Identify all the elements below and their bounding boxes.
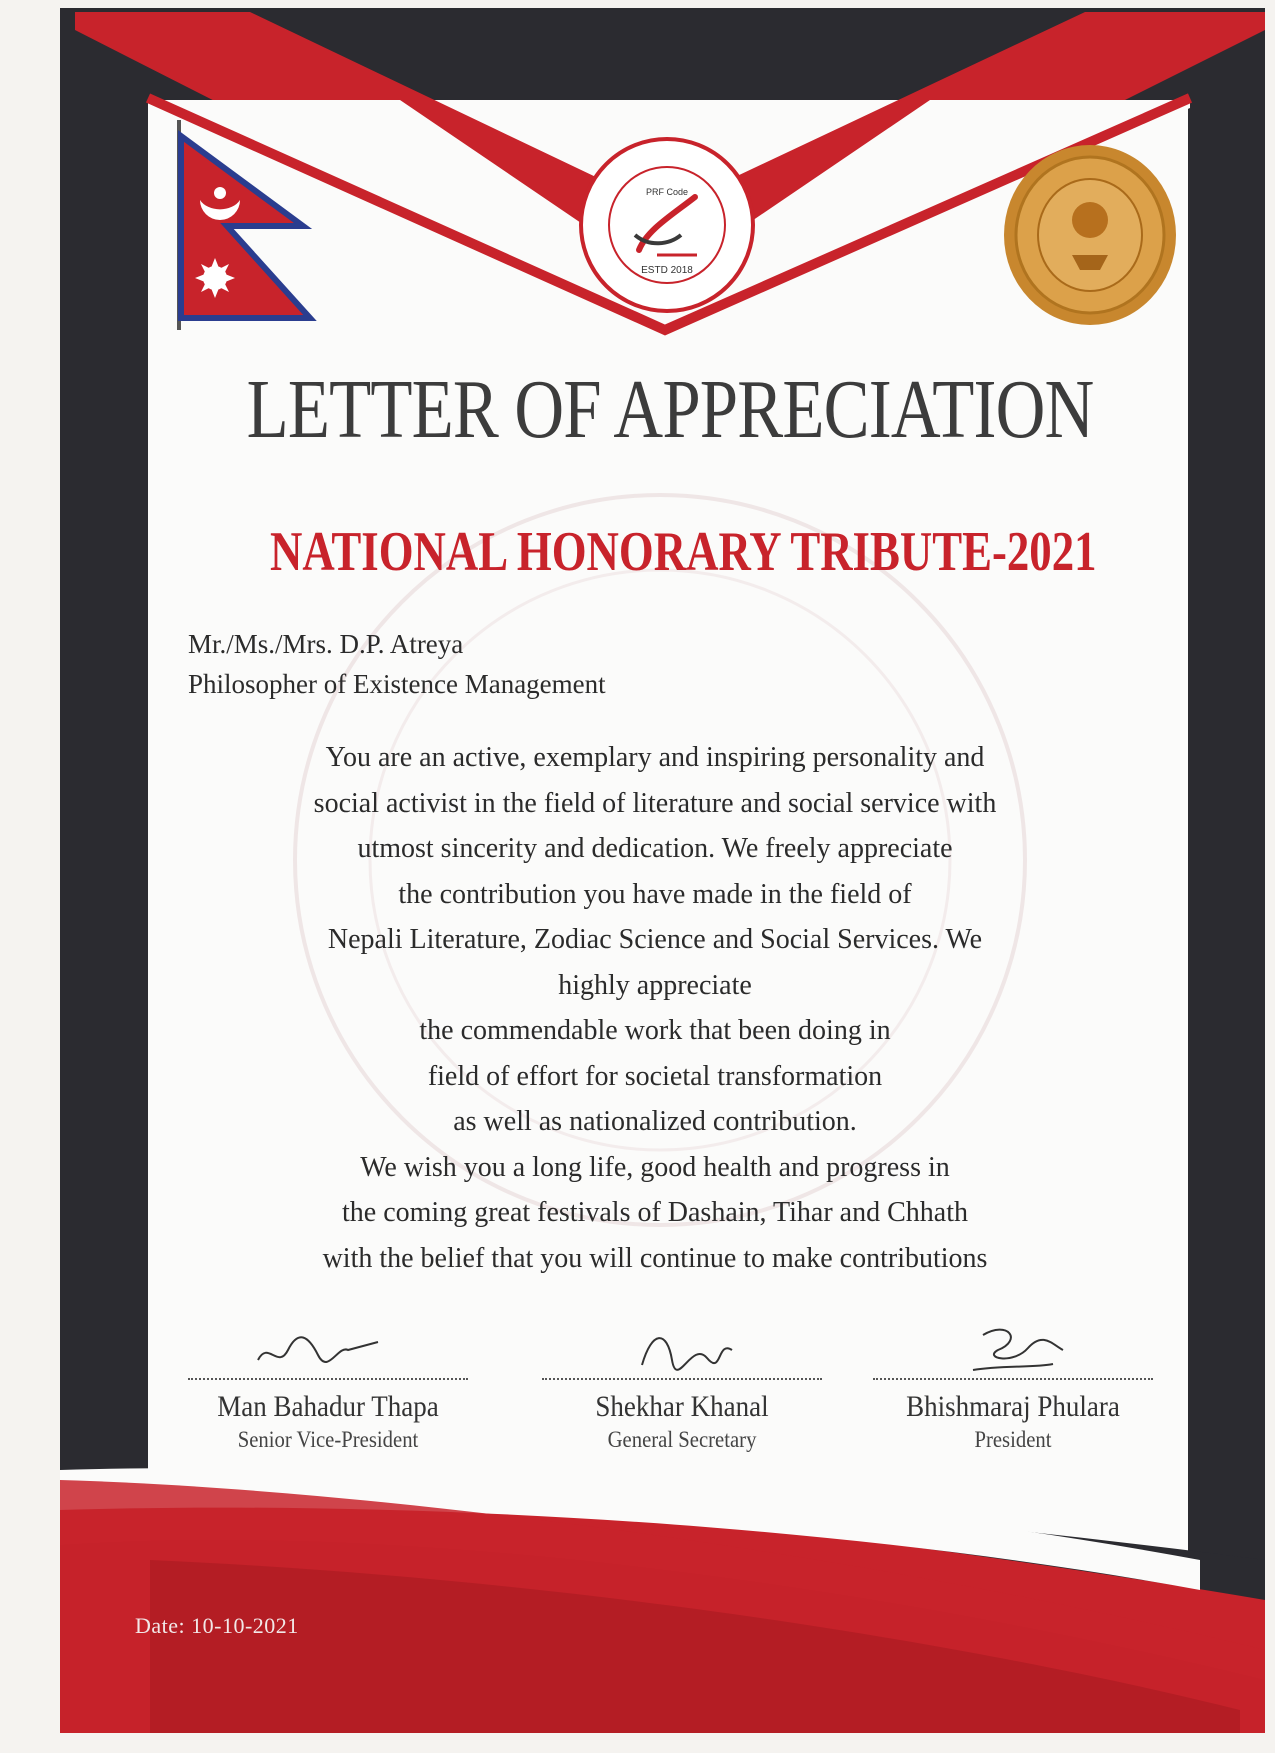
recipient-designation: Philosopher of Existence Management xyxy=(188,669,606,699)
signatory-senior-vice-president xyxy=(178,1320,478,1454)
appreciation-body xyxy=(190,735,1120,1281)
svg-text:ESTD 2018: ESTD 2018 xyxy=(641,265,693,276)
body-line: field of effort for societal transformation xyxy=(427,1060,883,1092)
body-line: You are an active, exemplary and inspiring personality and xyxy=(325,742,985,773)
signatory-role: President xyxy=(974,1427,1052,1452)
signature-mark xyxy=(178,1320,478,1378)
signatory-role: General Secretary xyxy=(607,1427,757,1452)
body-line: utmost sincerity and dedication. We freely appreciate xyxy=(357,833,953,864)
body-line: as well as nationalized contribution. xyxy=(453,1106,857,1137)
body-line: We wish you a long life, good health and progress in xyxy=(360,1151,950,1183)
recipient-name: Mr./Ms./Mrs. D.P. Atreya xyxy=(188,629,464,659)
pen-hand-logo-icon xyxy=(577,135,757,315)
signatory-name: Shekhar Khanal xyxy=(595,1390,769,1423)
body-line: Nepali Literature, Zodiac Science and Social Services. We xyxy=(327,924,983,955)
body-line: the commendable work that been doing in xyxy=(419,1015,891,1046)
body-line: with the belief that you will continue to make contributions xyxy=(322,1242,988,1274)
foundation-logo xyxy=(577,135,757,315)
signature-line xyxy=(188,1378,468,1380)
nepal-flag-icon xyxy=(175,118,325,338)
certificate-title: LETTER OF APPRECIATION xyxy=(246,363,1094,456)
signature-mark xyxy=(863,1320,1163,1378)
signatory-president xyxy=(863,1320,1163,1454)
certificate-date: Date: 10-10-2021 xyxy=(135,1613,299,1638)
signatory-name: Man Bahadur Thapa xyxy=(217,1390,439,1423)
signature-icon xyxy=(863,1320,1163,1378)
body-line: highly appreciate xyxy=(558,969,752,1001)
signature-icon xyxy=(532,1320,832,1378)
signature-icon xyxy=(178,1320,478,1378)
signatory-name: Bhishmaraj Phulara xyxy=(906,1390,1120,1423)
body-line: the contribution you have made in the field of xyxy=(398,878,912,910)
body-line: social activist in the field of literature and social service with xyxy=(313,787,997,819)
signature-mark xyxy=(532,1320,832,1378)
signatory-role: Senior Vice-President xyxy=(237,1427,419,1452)
signatory-general-secretary xyxy=(532,1320,832,1454)
body-line: the coming great festivals of Dashain, Tihar and Chhath xyxy=(342,1197,968,1228)
signature-line xyxy=(542,1378,822,1380)
certificate-subtitle: NATIONAL HONORARY TRIBUTE-2021 xyxy=(270,521,1097,583)
signature-line xyxy=(873,1378,1153,1380)
recipient-block xyxy=(188,624,606,704)
svg-text:PRF Code: PRF Code xyxy=(645,187,689,197)
gold-seal-icon xyxy=(1000,140,1180,330)
